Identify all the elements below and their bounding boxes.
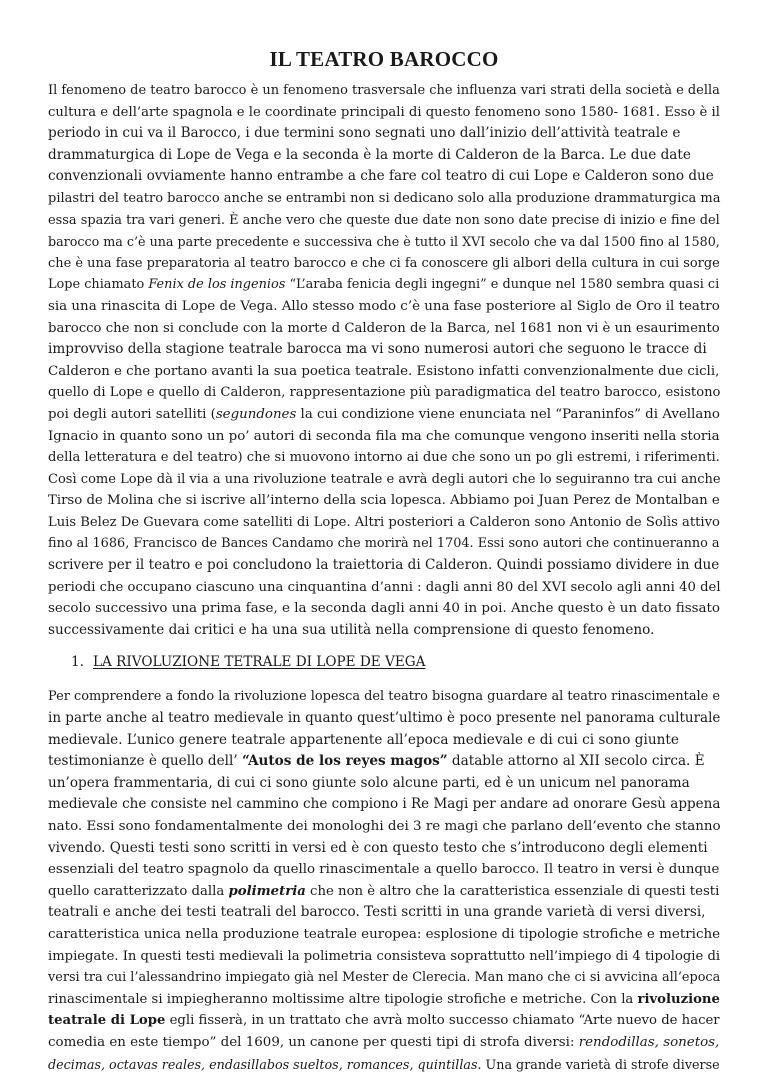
text-line: un’opera frammentaria, di cui ci sono giunte solo alcune parti, ed è un unicum nel panorama — [48, 774, 690, 791]
text-line: secolo successivo una prima fase, e la seconda dagli anni 40 in poi. Anche questo è un dato fissato — [48, 601, 720, 617]
text-line: nato. Essi sono fondamentalmente dei monologhi dei 3 re magi che parlano dell’evento che stanno — [48, 819, 721, 834]
text-line: Lope chiamato Fenix de los ingenios “L’araba fenicia degli ingegni” e dunque nel 1580 sembra quasi ci — [48, 277, 720, 293]
italic-text: decimas, octavas reales, endasillabos sueltos, romances, quintillas — [48, 1056, 478, 1072]
text-line: periodi che occupano ciascuno una cinquantina d’anni : dagli anni 80 del XVI secolo agli anni 40 del — [48, 579, 721, 595]
section-heading-text: LA RIVOLUZIONE TETRALE DI LOPE DE VEGA — [93, 654, 426, 671]
text-line: essa spazia tra vari generi. È anche vero che queste due date non sono date precise di inizio e fine del — [48, 212, 720, 228]
text-line: della letteratura e del teatro) che si muovono intorno ai due che sono un po gli estremi, i riferimenti. — [48, 450, 720, 466]
text-line: scrivere per il teatro e poi concludono la traiettoria di Calderon. Quindi possiamo dividere in due — [48, 557, 720, 574]
text-line: decimas, octavas reales, endasillabos sueltos, romances, quintillas. Una grande varietà di strofe diverse — [48, 1056, 720, 1072]
text-line: quello caratterizzato dalla polimetria che non è altro che la caratteristica essenziale di questi testi — [48, 883, 720, 899]
intro-paragraph — [48, 80, 720, 641]
text-line: caratteristica unica nella produzione teatrale europea: esplosione di tipologie strofiche e metriche — [48, 926, 721, 942]
text-line: cultura e dell’arte spagnola e le coordinate principali di questo fenomeno sono 1580- 1681. Esso è il — [48, 104, 720, 120]
text-line: Per comprendere a fondo la rivoluzione lopesca del teatro bisogna guardare al teatro rinascimentale e — [48, 689, 721, 705]
text-line: essenziali del teatro spagnolo da quello rinascimentale a quello barocco. Il teatro in versi è dunque — [48, 862, 720, 878]
text-line: successivamente dai critici e ha una sua utilità nella comprensione di questo fenomeno. — [48, 621, 655, 638]
italic-text: segundones — [215, 406, 297, 422]
text-line: Tirso de Molina che si iscrive all’interno della scia lopesca. Abbiamo poi Juan Perez de Montalban e — [48, 493, 720, 509]
text-line: poi degli autori satelliti (segundones la cui condizione viene enunciata nel “Paraninfos” di Avellano — [48, 406, 720, 422]
text-line: fino al 1686, Francisco de Bances Candamo che morirà nel 1704. Essi sono autori che continueranno a — [48, 536, 720, 552]
page-title: IL TEATRO BAROCCO — [269, 47, 499, 71]
text-line: vivendo. Questi testi sono scritti in versi ed è con questo testo che s’introducono degli elementi — [48, 839, 708, 856]
text-line: quello di Lope e quello di Calderon, rappresentazione più paradigmatica del teatro barocco, esistono — [48, 385, 721, 401]
bold-text: “Autos de los reyes magos” — [242, 753, 448, 770]
text-line: Così come Lope dà il via a una rivoluzione teatrale e avrà degli autori che lo seguiranno tra cui anche — [48, 471, 721, 487]
text-line: comedia en este tiempo” del 1609, un canone per questi tipi di strofa diversi: rendodillas, sonetos, — [48, 1034, 720, 1050]
text-line: drammaturgica di Lope de Vega e la seconda è la morte di Calderon de la Barca. Le due date — [48, 146, 691, 163]
text-line: medievale che consiste nel cammino che compiono i Re Magi per andare ad onorare Gesù appena — [48, 796, 721, 813]
bold-italic-text: polimetria — [228, 883, 306, 899]
text-line: teatrali e anche dei testi teatrali del barocco. Testi scritti in una grande varietà di versi diversi, — [48, 904, 706, 921]
text-line: che è una fase preparatoria al teatro barocco e che ci fa conoscere gli albori della cultura in cui sorge — [48, 255, 720, 271]
text-line: convenzionali ovviamente hanno entrambe a che fare col teatro di cui Lope e Calderon sono due — [48, 168, 714, 185]
italic-text: rendodillas, sonetos, — [578, 1034, 720, 1050]
text-line: in parte anche al teatro medievale in quanto quest’ultimo è poco presente nel panorama culturale — [48, 710, 721, 727]
section-heading — [71, 647, 720, 677]
text-line: Ignacio in quanto sono un po’ autori di seconda fila ma che comunque vengono inseriti nella storia — [48, 428, 720, 444]
text-line: testimonianze è quello dell’ “Autos de los reyes magos” datable attorno al XII secolo circa. È — [48, 753, 705, 770]
text-line: barocco che non si conclude con la morte d Calderon de la Barca, nel 1681 non vi è un esaurimento — [48, 320, 720, 336]
text-line: Calderon e che portano avanti la sua poetica teatrale. Esistono infatti convenzionalmente due cicli, — [48, 363, 720, 379]
text-line: sia una rinascita di Lope de Vega. Allo stesso modo c’è una fase posteriore al Siglo de Oro il teatro — [48, 298, 720, 314]
bold-text: teatrale di Lope — [48, 1013, 166, 1029]
text-line: teatrale di Lope egli fisserà, in un trattato che avrà molto successo chiamato “Arte nuevo de hacer — [48, 1013, 720, 1029]
text-line: Luis Belez De Guevara come satelliti di Lope. Altri posteriori a Calderon sono Antonio de Solìs attivo — [48, 514, 720, 530]
bold-text: rivoluzione — [637, 991, 720, 1007]
text-line: rinascimentale si impiegheranno moltissime altre tipologie strofiche e metriche. Con la rivoluzione — [48, 991, 720, 1007]
text-line: periodo in cui va il Barocco, i due termini sono segnati uno dall’inizio dell’attività teatrale e — [48, 125, 681, 142]
text-line: Il fenomeno de teatro barocco è un fenomeno trasversale che influenza vari strati della società e della — [48, 83, 720, 98]
text-line: impiegate. In questi testi medievali la polimetria consisteva soprattutto nell’impiego di 4 tipologie di — [48, 948, 721, 964]
text-line: versi tra cui l’alessandrino impiegato già nel Mester de Clerecia. Man mano che ci si avvicina all’epoca — [48, 970, 721, 986]
italic-text: Fenix de los ingenios — [148, 277, 286, 293]
text-line: improvviso della stagione teatrale barocca ma vi sono numerosi autori che seguono le tracce di — [48, 341, 707, 358]
text-line: medievale. L’unico genere teatrale appartenente all’epoca medievale e di cui ci sono giunte — [48, 731, 679, 748]
text-line: pilastri del teatro barocco anche se entrambi non si dedicano solo alla produzione drammaturgica ma — [48, 190, 721, 206]
section-paragraph — [48, 686, 720, 1075]
text-line: barocco ma c’è una parte precedente e successiva che è tutto il XVI secolo che va dal 1500 fino al 1580, — [48, 234, 720, 250]
section-number: 1. — [71, 654, 84, 671]
